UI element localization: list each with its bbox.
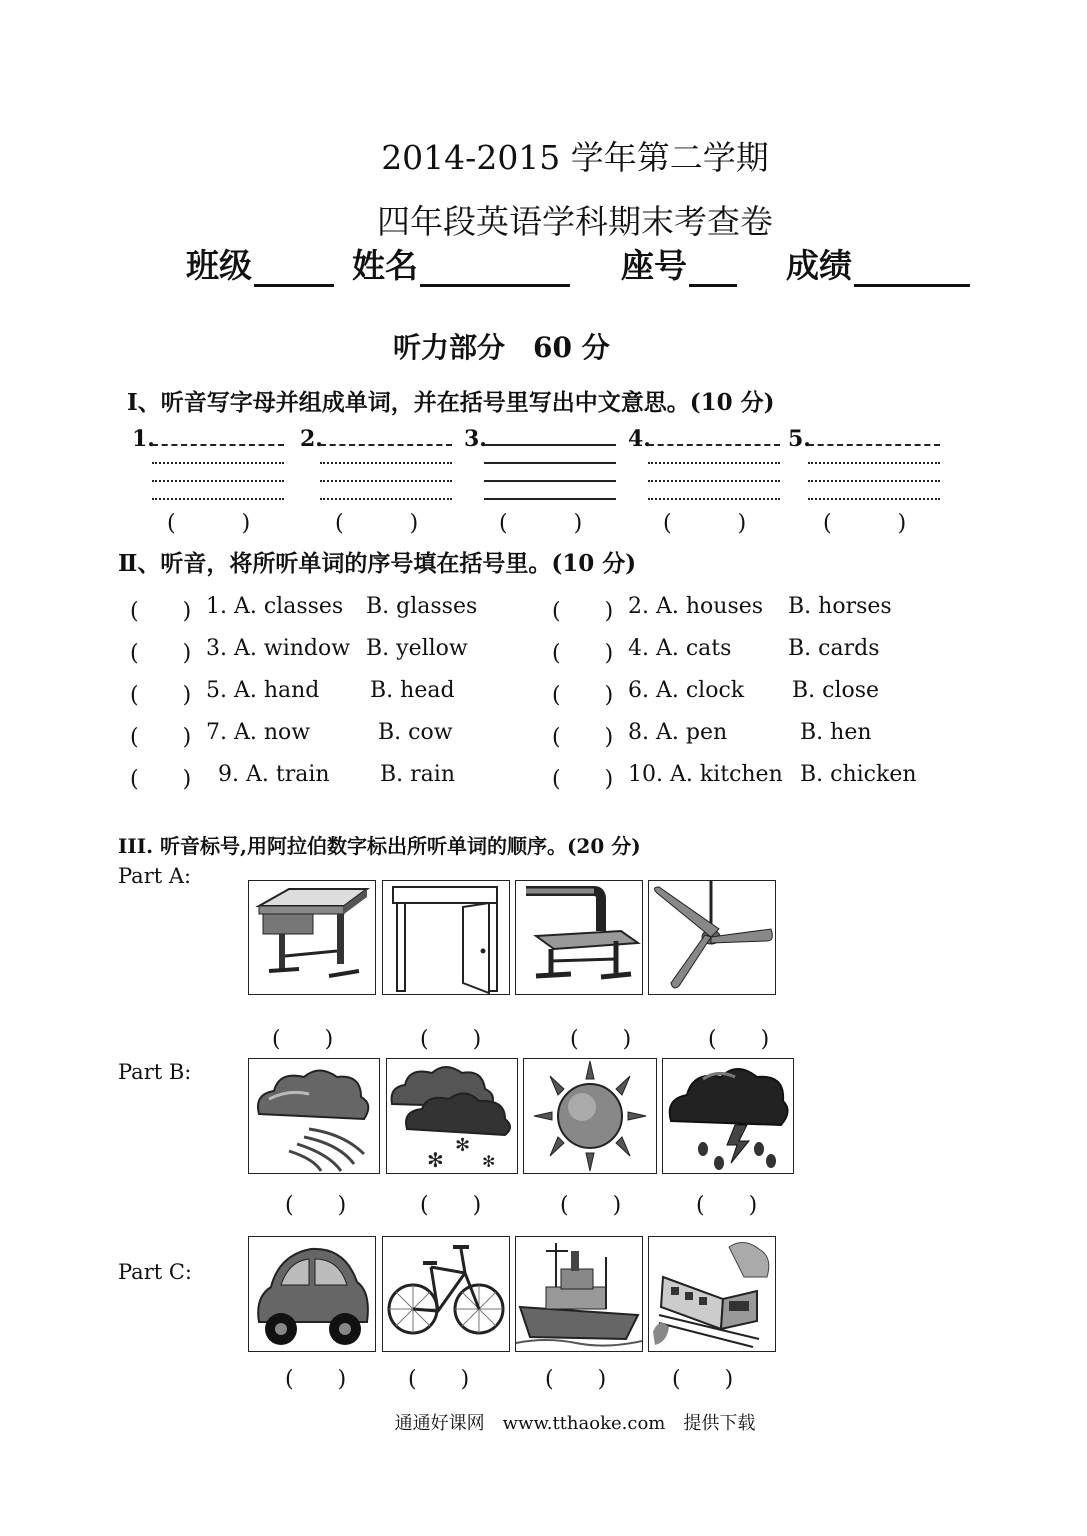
option-b: B. horses [788, 594, 892, 619]
name-field[interactable] [352, 240, 570, 287]
section3-heading: III. 听音标号,用阿拉伯数字标出所听单词的顺序。(20 分) [118, 834, 641, 858]
option-a: 3. A. window [206, 636, 351, 661]
option-a: 8. A. pen [628, 720, 728, 745]
seat-blank[interactable] [689, 248, 737, 287]
question-row [130, 720, 530, 750]
train-icon [648, 1236, 776, 1352]
option-a: 4. A. cats [628, 636, 732, 661]
answer-paren[interactable]: ( ) [130, 683, 192, 708]
listening-section-header: 听力部分 60 分 [393, 331, 610, 364]
word-blank-group[interactable] [464, 426, 624, 536]
word-blank-group[interactable] [132, 426, 292, 536]
class-field[interactable] [186, 240, 334, 287]
option-b: B. cow [378, 720, 453, 745]
writing-line[interactable] [648, 462, 780, 464]
option-b: B. glasses [366, 594, 478, 619]
answer-paren[interactable]: ( ) [130, 641, 192, 666]
answer-paren[interactable]: ( ) [552, 641, 614, 666]
seat-field[interactable] [621, 240, 737, 287]
item-number: 3. [464, 426, 487, 452]
writing-line[interactable] [320, 498, 452, 500]
answer-paren[interactable]: ( ) [552, 683, 614, 708]
writing-line[interactable] [152, 480, 284, 482]
option-a: 9. A. train [218, 762, 330, 787]
question-row [130, 636, 530, 666]
option-b: B. hen [800, 720, 872, 745]
option-a: 10. A. kitchen [628, 762, 783, 787]
sunny-icon [523, 1058, 657, 1174]
rainy-icon [662, 1058, 794, 1174]
class-blank[interactable] [254, 248, 334, 287]
question-row [130, 678, 530, 708]
writing-line[interactable] [152, 444, 284, 446]
svg-text:✻: ✻ [455, 1135, 471, 1156]
svg-text:✻: ✻ [482, 1152, 496, 1171]
fan-icon [648, 880, 776, 995]
part-c-label: Part C: [118, 1260, 193, 1284]
part-a-answer-1[interactable]: ( ) [272, 1027, 334, 1052]
writing-line[interactable] [808, 444, 940, 446]
meaning-paren[interactable]: ( ) [663, 511, 747, 536]
part-c-answer-4[interactable]: ( ) [672, 1367, 734, 1392]
writing-line[interactable] [152, 498, 284, 500]
writing-line[interactable] [484, 462, 616, 464]
exam-title-year: 2014-2015 学年第二学期 [381, 138, 769, 177]
item-number: 1. [132, 426, 155, 452]
writing-line[interactable] [152, 462, 284, 464]
score-label: 成绩 [786, 246, 852, 285]
option-b: B. head [370, 678, 455, 703]
ship-icon [515, 1236, 643, 1352]
option-b: B. chicken [800, 762, 917, 787]
bike-icon [382, 1236, 510, 1352]
question-row [130, 762, 530, 792]
footer-source: 通通好课网 www.tthaoke.com 提供下载 [394, 1413, 756, 1434]
question-row [552, 594, 952, 624]
question-row [552, 636, 952, 666]
part-b-answer-1[interactable]: ( ) [285, 1193, 347, 1218]
question-row [552, 762, 952, 792]
question-row [552, 720, 952, 750]
score-field[interactable] [786, 240, 970, 287]
seat-label: 座号 [621, 246, 687, 285]
part-b-answer-4[interactable]: ( ) [696, 1193, 758, 1218]
word-blank-group[interactable] [300, 426, 460, 536]
part-a-answer-4[interactable]: ( ) [708, 1027, 770, 1052]
section2-heading: Ⅱ、听音，将所听单词的序号填在括号里。(10 分) [118, 550, 637, 577]
option-a: 2. A. houses [628, 594, 764, 619]
class-label: 班级 [186, 246, 252, 285]
student-info-row [0, 240, 1087, 290]
desk-icon [248, 880, 376, 995]
answer-paren[interactable]: ( ) [130, 725, 192, 750]
writing-line[interactable] [320, 480, 452, 482]
option-b: B. cards [788, 636, 880, 661]
writing-line[interactable] [484, 444, 616, 446]
writing-line[interactable] [320, 462, 452, 464]
answer-paren[interactable]: ( ) [552, 725, 614, 750]
option-a: 1. A. classes [206, 594, 344, 619]
option-b: B. close [792, 678, 880, 703]
part-b-label: Part B: [118, 1060, 192, 1084]
part-a-answer-2[interactable]: ( ) [420, 1027, 482, 1052]
writing-line[interactable] [648, 444, 780, 446]
part-a-answer-3[interactable]: ( ) [570, 1027, 632, 1052]
question-row [552, 678, 952, 708]
option-a: 7. A. now [206, 720, 311, 745]
windy-icon [248, 1058, 380, 1174]
option-b: B. rain [380, 762, 455, 787]
car-icon [248, 1236, 376, 1352]
writing-line[interactable] [484, 480, 616, 482]
writing-line[interactable] [320, 444, 452, 446]
name-label: 姓名 [352, 246, 418, 285]
meaning-paren[interactable]: ( ) [335, 511, 419, 536]
part-c-answer-1[interactable]: ( ) [285, 1367, 347, 1392]
question-row [130, 594, 530, 624]
exam-title-subject: 四年段英语学科期末考查卷 [377, 202, 773, 241]
door-icon [382, 880, 510, 995]
snowy-icon [386, 1058, 518, 1174]
writing-line[interactable] [808, 480, 940, 482]
item-number: 4. [628, 426, 651, 452]
name-blank[interactable] [420, 248, 570, 287]
word-blank-group[interactable] [788, 426, 948, 536]
meaning-paren[interactable]: ( ) [167, 511, 251, 536]
section1-heading: Ⅰ、听音写字母并组成单词，并在括号里写出中文意思。(10 分) [127, 389, 775, 416]
item-number: 2. [300, 426, 323, 452]
answer-paren[interactable]: ( ) [552, 767, 614, 792]
option-a: 6. A. clock [628, 678, 745, 703]
writing-line[interactable] [648, 498, 780, 500]
part-b-answer-3[interactable]: ( ) [560, 1193, 622, 1218]
meaning-paren[interactable]: ( ) [823, 511, 907, 536]
part-c-answer-2[interactable]: ( ) [408, 1367, 470, 1392]
score-blank[interactable] [854, 248, 970, 287]
part-b-answer-2[interactable]: ( ) [420, 1193, 482, 1218]
writing-line[interactable] [808, 462, 940, 464]
chair-icon [515, 880, 643, 995]
writing-line[interactable] [484, 498, 616, 500]
part-a-label: Part A: [118, 864, 192, 888]
answer-paren[interactable]: ( ) [552, 599, 614, 624]
writing-line[interactable] [648, 480, 780, 482]
meaning-paren[interactable]: ( ) [499, 511, 583, 536]
writing-line[interactable] [808, 498, 940, 500]
svg-text:✻: ✻ [427, 1148, 444, 1172]
option-a: 5. A. hand [206, 678, 320, 703]
answer-paren[interactable]: ( ) [130, 767, 192, 792]
word-blank-group[interactable] [628, 426, 788, 536]
item-number: 5. [788, 426, 811, 452]
option-b: B. yellow [366, 636, 468, 661]
part-c-answer-3[interactable]: ( ) [545, 1367, 607, 1392]
answer-paren[interactable]: ( ) [130, 599, 192, 624]
